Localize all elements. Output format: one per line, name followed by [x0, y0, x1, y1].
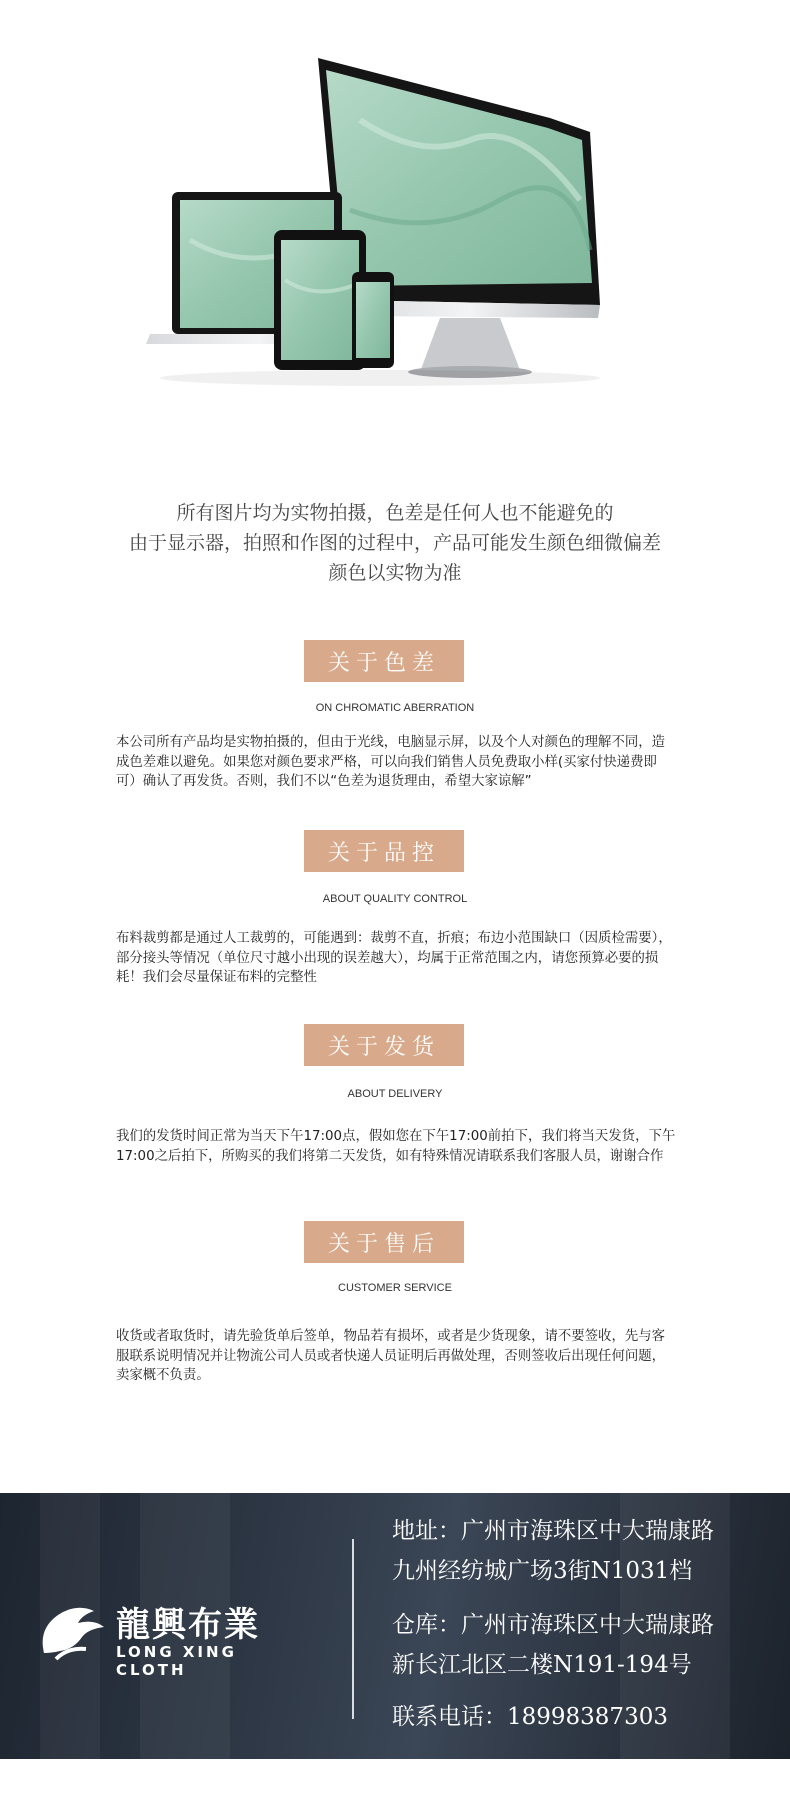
address-line: 九州经纺城广场3街N1031档	[392, 1558, 693, 1584]
section-subtitle-service: CUSTOMER SERVICE	[338, 1282, 452, 1294]
warehouse-line: 新长江北区二楼N191-194号	[392, 1652, 692, 1678]
address-line: 地址：广州市海珠区中大瑞康路	[392, 1518, 714, 1544]
notice-line: 由于显示器，拍照和作图的过程中，产品可能发生颜色细微偏差	[128, 532, 661, 554]
notice-line: 颜色以实物为准	[328, 562, 462, 584]
devices-illustration	[0, 0, 790, 420]
footer	[0, 1493, 790, 1759]
section-body-delivery: 我们的发货时间正常为当天下午17:00点，假如您在下午17:00前拍下，我们将当天发货，下午17:00之后拍下，所购买的我们将第二天发货，如有特殊情况请联系我们客服人员，谢谢合作	[116, 1129, 676, 1164]
section-title-quality: 关于品控	[304, 830, 464, 872]
section-subtitle-quality: ABOUT QUALITY CONTROL	[322, 893, 468, 905]
section-title-chromatic: 关于色差	[304, 640, 464, 682]
phone	[352, 272, 394, 368]
footer-divider	[352, 1539, 354, 1719]
brand-name-en: LONG XING CLOTH	[116, 1643, 237, 1679]
notice-line: 所有图片均为实物拍摄，色差是任何人也不能避免的	[176, 502, 614, 524]
section-body-chromatic: 本公司所有产品均是实物拍摄的，但由于光线，电脑显示屏，以及个人对颜色的理解不同，造成色差难以避免。如果您对颜色要求严格，可以向我们销售人员免费取小样(买家付快递费即可）确认了再发货。否则，我们不以“色差为退货理由，希望大家谅解”	[116, 735, 666, 789]
notice-text	[0, 498, 790, 588]
section-subtitle-chromatic: ON CHROMATIC ABERRATION	[315, 702, 475, 714]
warehouse-text	[392, 1605, 714, 1685]
section-title-service: 关于售后	[304, 1221, 464, 1263]
section-subtitle-delivery: ABOUT DELIVERY	[347, 1088, 443, 1100]
section-title-delivery: 关于发货	[304, 1024, 464, 1066]
section-body-service: 收货或者取货时，请先验货单后签单，物品若有损坏，或者是少货现象，请不要签收，先与客服联系说明情况并让物流公司人员或者快递人员证明后再做处理，否则签收后出现任何问题，卖家概不负责。	[116, 1329, 666, 1383]
section-body-quality: 布料裁剪都是通过人工裁剪的，可能遇到：裁剪不直，折痕；布边小范围缺口（因质检需要），部分接头等情况（单位尺寸越小出现的误差越大），均属于正常范围之内，请您预算必要的损耗！我们会尽量保证布料的完整性	[116, 931, 672, 985]
phone-text: 联系电话：18998387303	[392, 1704, 668, 1730]
dragon-logo-icon	[34, 1593, 114, 1673]
address-text	[392, 1511, 714, 1591]
brand-logo	[34, 1593, 304, 1679]
brand-name-cn: 龍興布業	[116, 1605, 260, 1645]
warehouse-line: 仓库：广州市海珠区中大瑞康路	[392, 1612, 714, 1638]
